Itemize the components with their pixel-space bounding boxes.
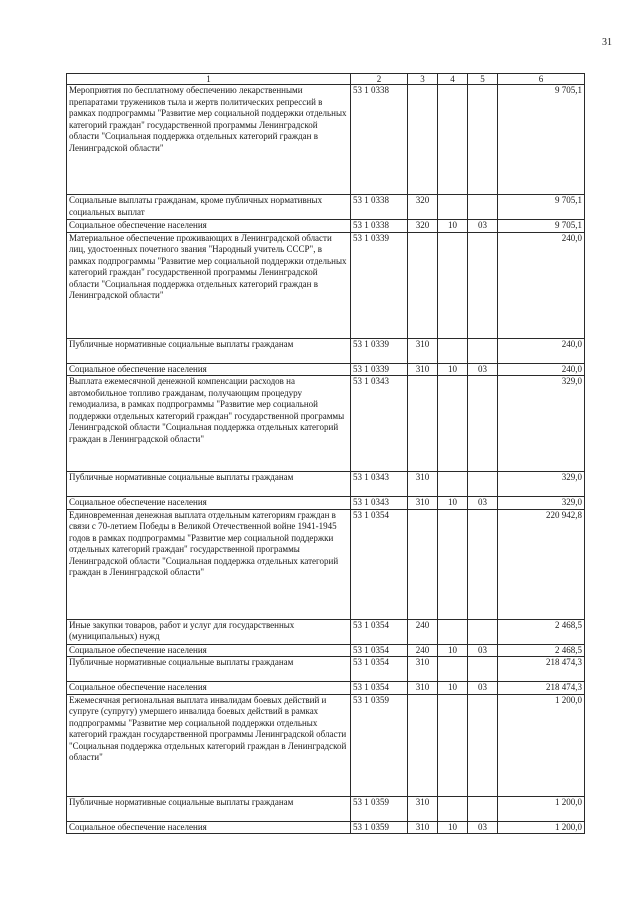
cell-name: Материальное обеспечение проживающих в Ленинградской области лиц, удостоенных почетного звания "Народный учитель СССР", в рамках подпрограммы "Развитие мер социальной поддержки отдельных категорий граждан" государственной программы Ленинградской области "Социальная поддержка отдельных категорий граждан в Ленинградской области" <box>67 232 351 338</box>
page-number: 31 <box>602 37 612 48</box>
table-row <box>67 644 585 657</box>
cell-c5 <box>468 85 498 195</box>
cell-name: Социальные выплаты гражданам, кроме публичных нормативных социальных выплат <box>67 195 351 220</box>
cell-c3 <box>408 376 438 472</box>
cell-c4: 10 <box>438 497 468 510</box>
cell-c3: 240 <box>408 644 438 657</box>
table-row <box>67 338 585 363</box>
cell-sum: 9 705,1 <box>498 195 585 220</box>
cell-code: 53 1 0338 <box>351 220 408 233</box>
cell-name: Социальное обеспечение населения <box>67 220 351 233</box>
cell-c3 <box>408 232 438 338</box>
cell-sum: 240,0 <box>498 338 585 363</box>
cell-c4: 10 <box>438 220 468 233</box>
cell-c3 <box>408 694 438 796</box>
cell-c5 <box>468 232 498 338</box>
cell-name: Иные закупки товаров, работ и услуг для государственных (муниципальных) нужд <box>67 619 351 644</box>
cell-name: Публичные нормативные социальные выплаты гражданам <box>67 472 351 497</box>
cell-code: 53 1 0343 <box>351 472 408 497</box>
table-row <box>67 657 585 682</box>
cell-c5: 03 <box>468 644 498 657</box>
cell-name: Публичные нормативные социальные выплаты гражданам <box>67 338 351 363</box>
table-row <box>67 497 585 510</box>
table-row <box>67 694 585 796</box>
cell-name: Единовременная денежная выплата отдельным категориям граждан в связи с 70-летием Победы в Великой Отечественной войне 1941-1945 годов в рамках подпрограммы "Развитие мер социальной поддержки отдельных категорий граждан" государственной программы Ленинградской области "Социальная поддержка отдельных категорий граждан в Ленинградской области" <box>67 509 351 619</box>
cell-c3: 310 <box>408 796 438 821</box>
cell-code: 53 1 0339 <box>351 363 408 376</box>
cell-c3 <box>408 85 438 195</box>
cell-c4 <box>438 376 468 472</box>
table-header-row <box>67 74 585 85</box>
table-row <box>67 682 585 695</box>
cell-c5 <box>468 796 498 821</box>
cell-name: Публичные нормативные социальные выплаты гражданам <box>67 796 351 821</box>
cell-name: Социальное обеспечение населения <box>67 821 351 834</box>
cell-c3 <box>408 509 438 619</box>
cell-c3: 240 <box>408 619 438 644</box>
cell-sum: 240,0 <box>498 363 585 376</box>
cell-c5 <box>468 472 498 497</box>
cell-c4 <box>438 509 468 619</box>
cell-name: Социальное обеспечение населения <box>67 497 351 510</box>
cell-code: 53 1 0338 <box>351 195 408 220</box>
cell-c4: 10 <box>438 821 468 834</box>
cell-code: 53 1 0359 <box>351 694 408 796</box>
cell-sum: 218 474,3 <box>498 657 585 682</box>
cell-c4 <box>438 657 468 682</box>
cell-c4 <box>438 796 468 821</box>
cell-name: Социальное обеспечение населения <box>67 363 351 376</box>
header-cell: 5 <box>468 74 498 85</box>
header-cell: 4 <box>438 74 468 85</box>
cell-code: 53 1 0354 <box>351 657 408 682</box>
cell-c4: 10 <box>438 682 468 695</box>
cell-name: Мероприятия по бесплатному обеспечению лекарственными препаратами тружеников тыла и жертв политических репрессий в рамках подпрограммы "Развитие мер социальной поддержки отдельных категорий граждан" государственной программы Ленинградской области "Социальная поддержка отдельных категорий граждан в Ленинградской области" <box>67 85 351 195</box>
table-row <box>67 376 585 472</box>
cell-c3: 310 <box>408 497 438 510</box>
cell-sum: 329,0 <box>498 497 585 510</box>
cell-code: 53 1 0343 <box>351 497 408 510</box>
cell-c5 <box>468 338 498 363</box>
cell-code: 53 1 0354 <box>351 644 408 657</box>
cell-sum: 1 200,0 <box>498 796 585 821</box>
cell-code: 53 1 0359 <box>351 821 408 834</box>
cell-c4 <box>438 232 468 338</box>
cell-c4 <box>438 195 468 220</box>
table-row <box>67 796 585 821</box>
cell-sum: 2 468,5 <box>498 619 585 644</box>
cell-c3: 310 <box>408 472 438 497</box>
table-row <box>67 821 585 834</box>
cell-c5 <box>468 619 498 644</box>
cell-sum: 1 200,0 <box>498 821 585 834</box>
cell-c5: 03 <box>468 821 498 834</box>
cell-c4 <box>438 338 468 363</box>
table-row <box>67 232 585 338</box>
cell-c4 <box>438 85 468 195</box>
cell-c5 <box>468 694 498 796</box>
table-row <box>67 195 585 220</box>
cell-name: Ежемесячная региональная выплата инвалидам боевых действий и супруге (супругу) умершего инвалида боевых действий в рамках подпрограммы "Развитие мер социальной поддержки отдельных категорий граждан государственной программы Ленинградской области "Социальная поддержка отдельных категорий граждан в Ленинградской области" <box>67 694 351 796</box>
cell-name: Выплата ежемесячной денежной компенсации расходов на автомобильное топливо гражданам, получающим процедуру гемодиализа, в рамках подпрограммы "Развитие мер социальной поддержки отдельных категорий граждан" государственной программы Ленинградской области "Социальная поддержка отдельных категорий граждан в Ленинградской области" <box>67 376 351 472</box>
cell-c4: 10 <box>438 644 468 657</box>
table-row <box>67 220 585 233</box>
cell-c5 <box>468 509 498 619</box>
cell-code: 53 1 0359 <box>351 796 408 821</box>
cell-c5: 03 <box>468 497 498 510</box>
cell-code: 53 1 0354 <box>351 619 408 644</box>
cell-sum: 9 705,1 <box>498 85 585 195</box>
cell-name: Публичные нормативные социальные выплаты гражданам <box>67 657 351 682</box>
cell-code: 53 1 0354 <box>351 682 408 695</box>
table-row <box>67 509 585 619</box>
header-cell: 1 <box>67 74 351 85</box>
cell-code: 53 1 0339 <box>351 232 408 338</box>
cell-c3: 310 <box>408 363 438 376</box>
budget-table <box>66 73 585 834</box>
header-cell: 2 <box>351 74 408 85</box>
table-row <box>67 363 585 376</box>
cell-sum: 2 468,5 <box>498 644 585 657</box>
cell-sum: 329,0 <box>498 472 585 497</box>
cell-c3: 310 <box>408 821 438 834</box>
cell-sum: 218 474,3 <box>498 682 585 695</box>
table-row <box>67 472 585 497</box>
cell-code: 53 1 0338 <box>351 85 408 195</box>
cell-c3: 310 <box>408 338 438 363</box>
cell-c5: 03 <box>468 363 498 376</box>
cell-c5 <box>468 657 498 682</box>
cell-c5: 03 <box>468 220 498 233</box>
cell-c3: 320 <box>408 195 438 220</box>
cell-c4: 10 <box>438 363 468 376</box>
cell-c4 <box>438 619 468 644</box>
cell-c3: 320 <box>408 220 438 233</box>
cell-sum: 1 200,0 <box>498 694 585 796</box>
header-cell: 6 <box>498 74 585 85</box>
cell-name: Социальное обеспечение населения <box>67 644 351 657</box>
cell-code: 53 1 0354 <box>351 509 408 619</box>
cell-c3: 310 <box>408 657 438 682</box>
cell-c3: 310 <box>408 682 438 695</box>
cell-code: 53 1 0339 <box>351 338 408 363</box>
cell-sum: 329,0 <box>498 376 585 472</box>
header-cell: 3 <box>408 74 438 85</box>
cell-sum: 9 705,1 <box>498 220 585 233</box>
table-row <box>67 85 585 195</box>
cell-code: 53 1 0343 <box>351 376 408 472</box>
cell-c4 <box>438 472 468 497</box>
cell-c5 <box>468 195 498 220</box>
cell-c4 <box>438 694 468 796</box>
cell-name: Социальное обеспечение населения <box>67 682 351 695</box>
cell-c5 <box>468 376 498 472</box>
table-row <box>67 619 585 644</box>
cell-c5: 03 <box>468 682 498 695</box>
cell-sum: 240,0 <box>498 232 585 338</box>
cell-sum: 220 942,8 <box>498 509 585 619</box>
